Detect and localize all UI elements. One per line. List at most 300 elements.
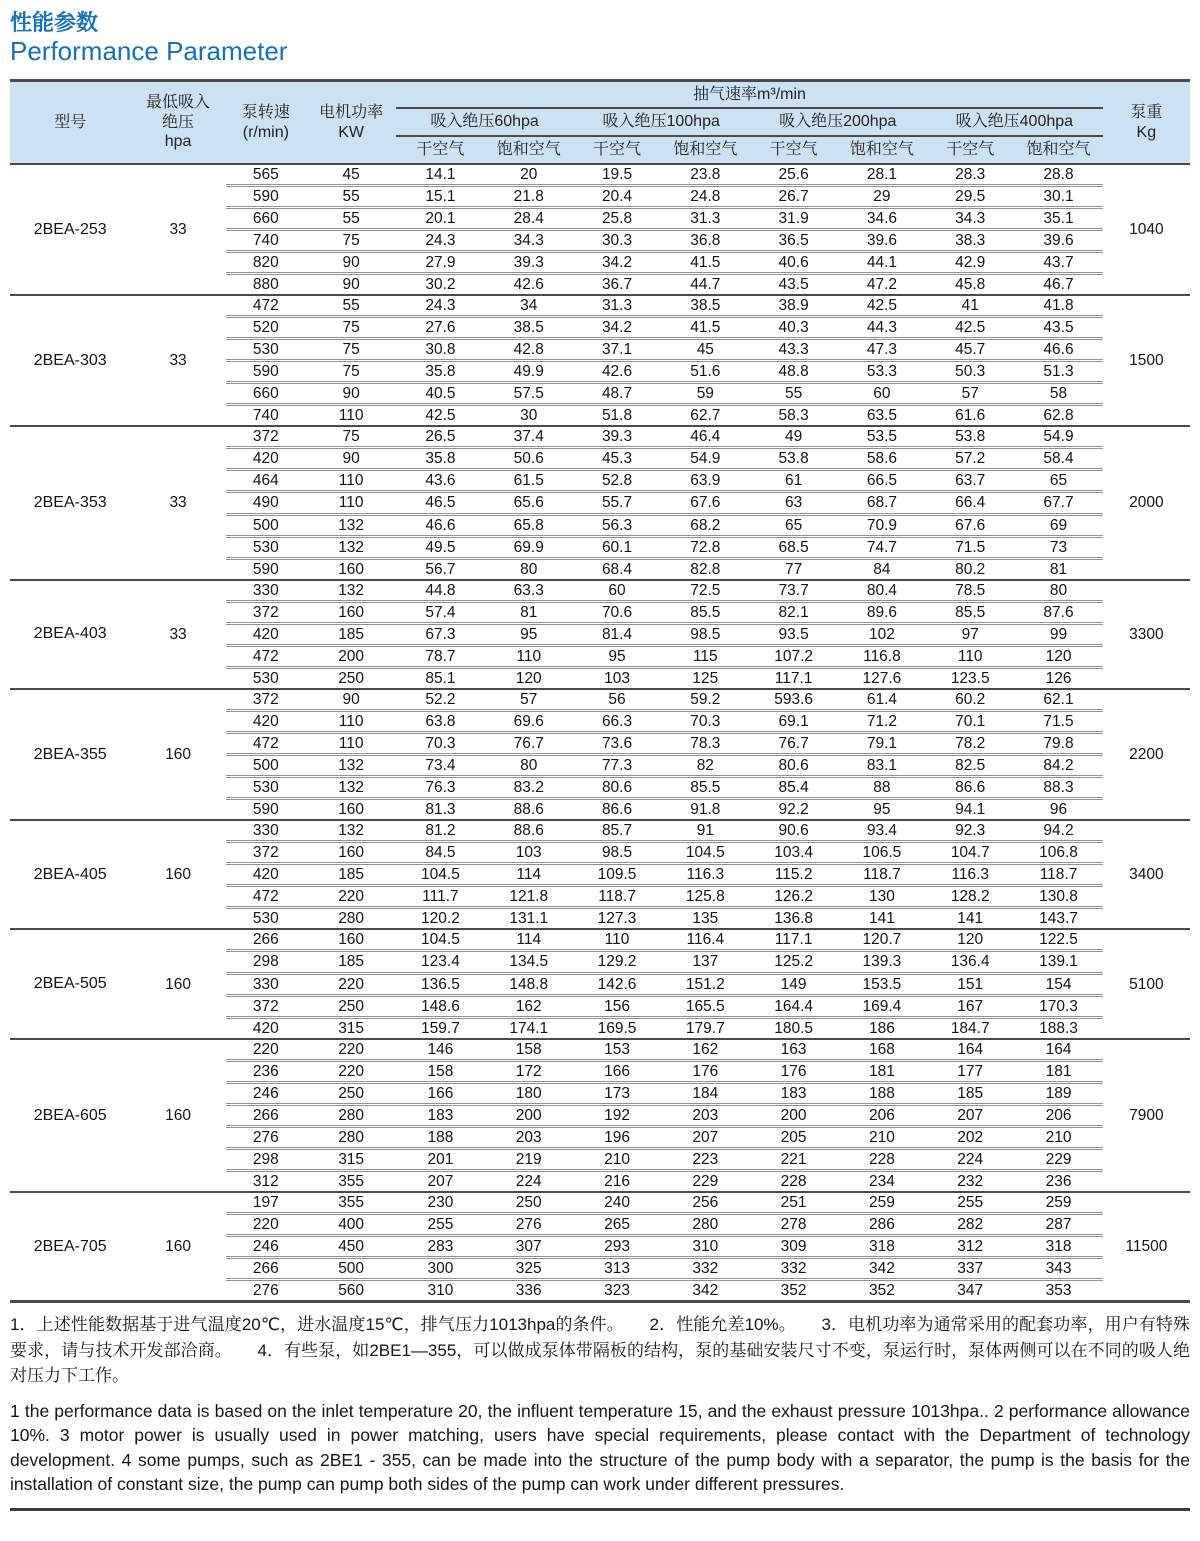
motor-power-cell: 160 <box>306 842 396 864</box>
pumping-rate-cell: 206 <box>1014 1104 1102 1126</box>
pumping-rate-cell: 120.7 <box>838 929 926 951</box>
pumping-rate-cell: 166 <box>396 1082 484 1104</box>
pumping-rate-cell: 72.5 <box>661 580 749 602</box>
pumping-rate-cell: 38.3 <box>926 229 1014 251</box>
pumping-rate-cell: 102 <box>838 623 926 645</box>
motor-power-cell: 75 <box>306 229 396 251</box>
motor-power-cell: 55 <box>306 207 396 229</box>
pumping-rate-cell: 159.7 <box>396 1017 484 1039</box>
pumping-rate-cell: 67.7 <box>1014 492 1102 514</box>
pump-speed-cell: 276 <box>226 1280 306 1302</box>
model-cell: 2BEA-253 <box>10 164 130 295</box>
pumping-rate-cell: 196 <box>573 1126 661 1148</box>
motor-power-cell: 220 <box>306 973 396 995</box>
motor-power-cell: 132 <box>306 777 396 799</box>
pumping-rate-cell: 81 <box>485 601 573 623</box>
pumping-rate-cell: 37.1 <box>573 339 661 361</box>
motor-power-cell: 500 <box>306 1258 396 1280</box>
pumping-rate-cell: 41.8 <box>1014 295 1102 317</box>
pumping-rate-cell: 30 <box>485 405 573 427</box>
pumping-rate-cell: 127.3 <box>573 908 661 930</box>
pumping-rate-cell: 103 <box>485 842 573 864</box>
pumping-rate-cell: 58.4 <box>1014 448 1102 470</box>
pumping-rate-cell: 121.8 <box>485 886 573 908</box>
pumping-rate-cell: 56.3 <box>573 514 661 536</box>
pumping-rate-cell: 40.6 <box>749 251 837 273</box>
pump-speed-cell: 740 <box>226 229 306 251</box>
pumping-rate-cell: 162 <box>661 1039 749 1061</box>
pumping-rate-cell: 139.3 <box>838 951 926 973</box>
pumping-rate-cell: 78.5 <box>926 580 1014 602</box>
pumping-rate-cell: 20.1 <box>396 207 484 229</box>
min-abs-pressure-cell: 160 <box>130 820 225 929</box>
pumping-rate-cell: 63.5 <box>838 405 926 427</box>
pumping-rate-cell: 29.5 <box>926 185 1014 207</box>
pumping-rate-cell: 251 <box>749 1192 837 1214</box>
pumping-rate-cell: 104.5 <box>396 929 484 951</box>
pumping-rate-cell: 154 <box>1014 973 1102 995</box>
pumping-rate-cell: 107.2 <box>749 645 837 667</box>
col-header-dry-air-400: 干空气 <box>926 136 1014 164</box>
pumping-rate-cell: 176 <box>749 1060 837 1082</box>
pumping-rate-cell: 41.5 <box>661 251 749 273</box>
pump-speed-cell: 530 <box>226 667 306 689</box>
pumping-rate-cell: 300 <box>396 1258 484 1280</box>
pumping-rate-cell: 192 <box>573 1104 661 1126</box>
pumping-rate-cell: 125.8 <box>661 886 749 908</box>
pump-speed-cell: 236 <box>226 1060 306 1082</box>
pumping-rate-cell: 95 <box>573 645 661 667</box>
pumping-rate-cell: 58.6 <box>838 448 926 470</box>
pumping-rate-cell: 158 <box>396 1060 484 1082</box>
pumping-rate-cell: 136.8 <box>749 908 837 930</box>
pumping-rate-cell: 323 <box>573 1280 661 1302</box>
motor-power-cell: 280 <box>306 1104 396 1126</box>
col-header-saturated-air-100: 饱和空气 <box>661 136 749 164</box>
pumping-rate-cell: 48.8 <box>749 361 837 383</box>
pumping-rate-cell: 176 <box>661 1060 749 1082</box>
pump-speed-cell: 372 <box>226 601 306 623</box>
motor-power-cell: 132 <box>306 536 396 558</box>
pumping-rate-cell: 71.2 <box>838 710 926 732</box>
pumping-rate-cell: 180 <box>485 1082 573 1104</box>
motor-power-cell: 220 <box>306 1060 396 1082</box>
table-row <box>10 689 1190 711</box>
pumping-rate-cell: 114 <box>485 929 573 951</box>
pumping-rate-cell: 36.5 <box>749 229 837 251</box>
pumping-rate-cell: 148.6 <box>396 995 484 1017</box>
table-row <box>10 580 1190 602</box>
pumping-rate-cell: 151.2 <box>661 973 749 995</box>
pumping-rate-cell: 120 <box>1014 645 1102 667</box>
pumping-rate-cell: 84.5 <box>396 842 484 864</box>
pumping-rate-cell: 221 <box>749 1148 837 1170</box>
pumping-rate-cell: 342 <box>838 1258 926 1280</box>
pumping-rate-cell: 45.8 <box>926 274 1014 296</box>
pumping-rate-cell: 20.4 <box>573 185 661 207</box>
pumping-rate-cell: 88.6 <box>485 820 573 842</box>
pumping-rate-cell: 76.3 <box>396 777 484 799</box>
pump-speed-cell: 330 <box>226 580 306 602</box>
model-cell: 2BEA-403 <box>10 580 130 689</box>
pumping-rate-cell: 49 <box>749 426 837 448</box>
pumping-rate-cell: 57.4 <box>396 601 484 623</box>
pump-speed-cell: 372 <box>226 689 306 711</box>
pumping-rate-cell: 47.3 <box>838 339 926 361</box>
pumping-rate-cell: 169.5 <box>573 1017 661 1039</box>
pumping-rate-cell: 85.5 <box>661 777 749 799</box>
pumping-rate-cell: 184 <box>661 1082 749 1104</box>
pumping-rate-cell: 201 <box>396 1148 484 1170</box>
pumping-rate-cell: 206 <box>838 1104 926 1126</box>
pumping-rate-cell: 88.3 <box>1014 777 1102 799</box>
pumping-rate-cell: 229 <box>661 1170 749 1192</box>
pumping-rate-cell: 51.3 <box>1014 361 1102 383</box>
col-header-pressure-200hpa: 吸入绝压200hpa <box>749 108 926 136</box>
table-row <box>10 1192 1190 1214</box>
pumping-rate-cell: 30.8 <box>396 339 484 361</box>
pumping-rate-cell: 63.9 <box>661 470 749 492</box>
pump-speed-cell: 472 <box>226 886 306 908</box>
pump-speed-cell: 330 <box>226 973 306 995</box>
pump-weight-cell: 3300 <box>1103 580 1190 689</box>
pumping-rate-cell: 156 <box>573 995 661 1017</box>
pumping-rate-cell: 31.9 <box>749 207 837 229</box>
pumping-rate-cell: 42.6 <box>485 274 573 296</box>
pumping-rate-cell: 203 <box>485 1126 573 1148</box>
pumping-rate-cell: 71.5 <box>1014 710 1102 732</box>
pump-speed-cell: 590 <box>226 558 306 580</box>
pumping-rate-cell: 318 <box>838 1236 926 1258</box>
pumping-rate-cell: 70.3 <box>661 710 749 732</box>
model-cell: 2BEA-355 <box>10 689 130 820</box>
pumping-rate-cell: 43.5 <box>749 274 837 296</box>
pumping-rate-cell: 35.8 <box>396 361 484 383</box>
pumping-rate-cell: 83.2 <box>485 777 573 799</box>
pumping-rate-cell: 181 <box>1014 1060 1102 1082</box>
pumping-rate-cell: 85.1 <box>396 667 484 689</box>
pumping-rate-cell: 207 <box>661 1126 749 1148</box>
pumping-rate-cell: 28.1 <box>838 164 926 186</box>
pumping-rate-cell: 118.7 <box>573 886 661 908</box>
motor-power-cell: 355 <box>306 1192 396 1214</box>
pumping-rate-cell: 58 <box>1014 383 1102 405</box>
pumping-rate-cell: 343 <box>1014 1258 1102 1280</box>
pumping-rate-cell: 106.5 <box>838 842 926 864</box>
pump-weight-cell: 5100 <box>1103 929 1190 1038</box>
pumping-rate-cell: 313 <box>573 1258 661 1280</box>
col-header-pump-weight: 泵重 Kg <box>1103 81 1190 164</box>
motor-power-cell: 110 <box>306 492 396 514</box>
table-body <box>10 164 1190 1302</box>
pumping-rate-cell: 62.8 <box>1014 405 1102 427</box>
pumping-rate-cell: 56 <box>573 689 661 711</box>
pumping-rate-cell: 28.3 <box>926 164 1014 186</box>
pumping-rate-cell: 91.8 <box>661 799 749 821</box>
pumping-rate-cell: 115 <box>661 645 749 667</box>
pumping-rate-cell: 216 <box>573 1170 661 1192</box>
pumping-rate-cell: 174.1 <box>485 1017 573 1039</box>
pumping-rate-cell: 43.6 <box>396 470 484 492</box>
pumping-rate-cell: 162 <box>485 995 573 1017</box>
pump-weight-cell: 3400 <box>1103 820 1190 929</box>
pumping-rate-cell: 142.6 <box>573 973 661 995</box>
pumping-rate-cell: 85.5 <box>926 601 1014 623</box>
pumping-rate-cell: 136.5 <box>396 973 484 995</box>
pumping-rate-cell: 82.5 <box>926 755 1014 777</box>
pumping-rate-cell: 57.2 <box>926 448 1014 470</box>
pumping-rate-cell: 312 <box>926 1236 1014 1258</box>
pumping-rate-cell: 71.5 <box>926 536 1014 558</box>
pumping-rate-cell: 65.6 <box>485 492 573 514</box>
pumping-rate-cell: 31.3 <box>661 207 749 229</box>
motor-power-cell: 55 <box>306 295 396 317</box>
motor-power-cell: 160 <box>306 601 396 623</box>
pumping-rate-cell: 165.5 <box>661 995 749 1017</box>
motor-power-cell: 200 <box>306 645 396 667</box>
motor-power-cell: 132 <box>306 580 396 602</box>
pumping-rate-cell: 65 <box>749 514 837 536</box>
motor-power-cell: 160 <box>306 929 396 951</box>
pumping-rate-cell: 200 <box>485 1104 573 1126</box>
pumping-rate-cell: 128.2 <box>926 886 1014 908</box>
pump-speed-cell: 590 <box>226 799 306 821</box>
motor-power-cell: 110 <box>306 405 396 427</box>
pumping-rate-cell: 183 <box>749 1082 837 1104</box>
motor-power-cell: 250 <box>306 995 396 1017</box>
pumping-rate-cell: 593.6 <box>749 689 837 711</box>
pump-weight-cell: 1500 <box>1103 295 1190 426</box>
pumping-rate-cell: 67.3 <box>396 623 484 645</box>
pumping-rate-cell: 139.1 <box>1014 951 1102 973</box>
pumping-rate-cell: 332 <box>661 1258 749 1280</box>
pumping-rate-cell: 34.6 <box>838 207 926 229</box>
pumping-rate-cell: 210 <box>573 1148 661 1170</box>
motor-power-cell: 160 <box>306 558 396 580</box>
pump-speed-cell: 472 <box>226 733 306 755</box>
pumping-rate-cell: 180.5 <box>749 1017 837 1039</box>
pumping-rate-cell: 234 <box>838 1170 926 1192</box>
pumping-rate-cell: 77 <box>749 558 837 580</box>
pumping-rate-cell: 42.9 <box>926 251 1014 273</box>
pumping-rate-cell: 96 <box>1014 799 1102 821</box>
pumping-rate-cell: 309 <box>749 1236 837 1258</box>
pumping-rate-cell: 69.1 <box>749 710 837 732</box>
motor-power-cell: 250 <box>306 667 396 689</box>
motor-power-cell: 315 <box>306 1017 396 1039</box>
motor-power-cell: 560 <box>306 1280 396 1302</box>
pumping-rate-cell: 73 <box>1014 536 1102 558</box>
pumping-rate-cell: 111.7 <box>396 886 484 908</box>
pump-speed-cell: 660 <box>226 383 306 405</box>
pumping-rate-cell: 73.4 <box>396 755 484 777</box>
motor-power-cell: 132 <box>306 755 396 777</box>
pump-speed-cell: 820 <box>226 251 306 273</box>
pumping-rate-cell: 85.7 <box>573 820 661 842</box>
pumping-rate-cell: 28.8 <box>1014 164 1102 186</box>
pumping-rate-cell: 27.9 <box>396 251 484 273</box>
pumping-rate-cell: 70.6 <box>573 601 661 623</box>
pumping-rate-cell: 60.2 <box>926 689 1014 711</box>
motor-power-cell: 132 <box>306 514 396 536</box>
pumping-rate-cell: 61.6 <box>926 405 1014 427</box>
pump-speed-cell: 220 <box>226 1214 306 1236</box>
pump-speed-cell: 530 <box>226 908 306 930</box>
pumping-rate-cell: 39.3 <box>485 251 573 273</box>
pumping-rate-cell: 283 <box>396 1236 484 1258</box>
pumping-rate-cell: 276 <box>485 1214 573 1236</box>
pumping-rate-cell: 103 <box>573 667 661 689</box>
pumping-rate-cell: 45.3 <box>573 448 661 470</box>
pumping-rate-cell: 44.8 <box>396 580 484 602</box>
pump-speed-cell: 530 <box>226 777 306 799</box>
col-header-model: 型号 <box>10 81 130 164</box>
motor-power-cell: 90 <box>306 274 396 296</box>
min-abs-pressure-cell: 33 <box>130 426 225 579</box>
pumping-rate-cell: 46.6 <box>396 514 484 536</box>
pumping-rate-cell: 79.8 <box>1014 733 1102 755</box>
pumping-rate-cell: 224 <box>926 1148 1014 1170</box>
col-header-motor-power: 电机功率 KW <box>306 81 396 164</box>
pump-weight-cell: 2200 <box>1103 689 1190 820</box>
pumping-rate-cell: 205 <box>749 1126 837 1148</box>
col-header-saturated-air-60: 饱和空气 <box>485 136 573 164</box>
pumping-rate-cell: 219 <box>485 1148 573 1170</box>
pumping-rate-cell: 230 <box>396 1192 484 1214</box>
pumping-rate-cell: 115.2 <box>749 864 837 886</box>
pumping-rate-cell: 57 <box>485 689 573 711</box>
pumping-rate-cell: 325 <box>485 1258 573 1280</box>
motor-power-cell: 315 <box>306 1148 396 1170</box>
pumping-rate-cell: 110 <box>573 929 661 951</box>
pump-speed-cell: 372 <box>226 995 306 1017</box>
pumping-rate-cell: 82.1 <box>749 601 837 623</box>
pumping-rate-cell: 86.6 <box>573 799 661 821</box>
pumping-rate-cell: 47.2 <box>838 274 926 296</box>
pumping-rate-cell: 70.9 <box>838 514 926 536</box>
model-cell: 2BEA-705 <box>10 1192 130 1302</box>
pumping-rate-cell: 61.4 <box>838 689 926 711</box>
pumping-rate-cell: 70.3 <box>396 733 484 755</box>
pump-speed-cell: 246 <box>226 1236 306 1258</box>
pumping-rate-cell: 232 <box>926 1170 1014 1192</box>
pumping-rate-cell: 43.5 <box>1014 317 1102 339</box>
table-row <box>10 820 1190 842</box>
pumping-rate-cell: 89.6 <box>838 601 926 623</box>
pumping-rate-cell: 167 <box>926 995 1014 1017</box>
pumping-rate-cell: 79.1 <box>838 733 926 755</box>
pumping-rate-cell: 255 <box>926 1192 1014 1214</box>
pumping-rate-cell: 185 <box>926 1082 1014 1104</box>
motor-power-cell: 400 <box>306 1214 396 1236</box>
motor-power-cell: 450 <box>306 1236 396 1258</box>
pumping-rate-cell: 49.9 <box>485 361 573 383</box>
pumping-rate-cell: 116.8 <box>838 645 926 667</box>
pumping-rate-cell: 352 <box>749 1280 837 1302</box>
pumping-rate-cell: 19.5 <box>573 164 661 186</box>
pumping-rate-cell: 81 <box>1014 558 1102 580</box>
pumping-rate-cell: 134.5 <box>485 951 573 973</box>
motor-power-cell: 75 <box>306 361 396 383</box>
pumping-rate-cell: 44.1 <box>838 251 926 273</box>
pumping-rate-cell: 36.7 <box>573 274 661 296</box>
pumping-rate-cell: 116.4 <box>661 929 749 951</box>
table-header <box>10 81 1190 164</box>
pumping-rate-cell: 63.3 <box>485 580 573 602</box>
pumping-rate-cell: 286 <box>838 1214 926 1236</box>
pumping-rate-cell: 24.3 <box>396 295 484 317</box>
col-header-min-abs-pressure: 最低吸入 绝压 hpa <box>130 81 225 164</box>
motor-power-cell: 90 <box>306 383 396 405</box>
pumping-rate-cell: 125 <box>661 667 749 689</box>
pumping-rate-cell: 52.2 <box>396 689 484 711</box>
pumping-rate-cell: 163 <box>749 1039 837 1061</box>
pumping-rate-cell: 34.2 <box>573 317 661 339</box>
pumping-rate-cell: 38.5 <box>661 295 749 317</box>
pump-speed-cell: 590 <box>226 185 306 207</box>
pumping-rate-cell: 42.5 <box>838 295 926 317</box>
pumping-rate-cell: 30.2 <box>396 274 484 296</box>
min-abs-pressure-cell: 33 <box>130 580 225 689</box>
pumping-rate-cell: 74.7 <box>838 536 926 558</box>
pumping-rate-cell: 126.2 <box>749 886 837 908</box>
pumping-rate-cell: 55.7 <box>573 492 661 514</box>
pumping-rate-cell: 104.5 <box>661 842 749 864</box>
pump-speed-cell: 740 <box>226 405 306 427</box>
pumping-rate-cell: 137 <box>661 951 749 973</box>
pumping-rate-cell: 46.4 <box>661 426 749 448</box>
pumping-rate-cell: 41 <box>926 295 1014 317</box>
pumping-rate-cell: 14.1 <box>396 164 484 186</box>
pump-speed-cell: 472 <box>226 645 306 667</box>
pumping-rate-cell: 59.2 <box>661 689 749 711</box>
motor-power-cell: 75 <box>306 426 396 448</box>
pumping-rate-cell: 117.1 <box>749 929 837 951</box>
pumping-rate-cell: 352 <box>838 1280 926 1302</box>
min-abs-pressure-cell: 160 <box>130 929 225 1038</box>
pumping-rate-cell: 62.7 <box>661 405 749 427</box>
pumping-rate-cell: 110 <box>926 645 1014 667</box>
pumping-rate-cell: 120 <box>926 929 1014 951</box>
pumping-rate-cell: 80 <box>1014 580 1102 602</box>
pumping-rate-cell: 170.3 <box>1014 995 1102 1017</box>
pumping-rate-cell: 39.6 <box>838 229 926 251</box>
pumping-rate-cell: 24.3 <box>396 229 484 251</box>
pumping-rate-cell: 69 <box>1014 514 1102 536</box>
model-cell: 2BEA-303 <box>10 295 130 426</box>
pumping-rate-cell: 143.7 <box>1014 908 1102 930</box>
pumping-rate-cell: 98.5 <box>661 623 749 645</box>
pumping-rate-cell: 136.4 <box>926 951 1014 973</box>
col-header-dry-air-100: 干空气 <box>573 136 661 164</box>
pumping-rate-cell: 117.1 <box>749 667 837 689</box>
pumping-rate-cell: 110 <box>485 645 573 667</box>
pumping-rate-cell: 282 <box>926 1214 1014 1236</box>
pumping-rate-cell: 125.2 <box>749 951 837 973</box>
pumping-rate-cell: 81.3 <box>396 799 484 821</box>
pumping-rate-cell: 28.4 <box>485 207 573 229</box>
pumping-rate-cell: 76.7 <box>485 733 573 755</box>
pumping-rate-cell: 45 <box>661 339 749 361</box>
pumping-rate-cell: 127.6 <box>838 667 926 689</box>
pump-weight-cell: 1040 <box>1103 164 1190 295</box>
pump-speed-cell: 330 <box>226 820 306 842</box>
pumping-rate-cell: 85.5 <box>661 601 749 623</box>
pumping-rate-cell: 43.7 <box>1014 251 1102 273</box>
pumping-rate-cell: 90.6 <box>749 820 837 842</box>
pumping-rate-cell: 210 <box>1014 1126 1102 1148</box>
pumping-rate-cell: 146 <box>396 1039 484 1061</box>
